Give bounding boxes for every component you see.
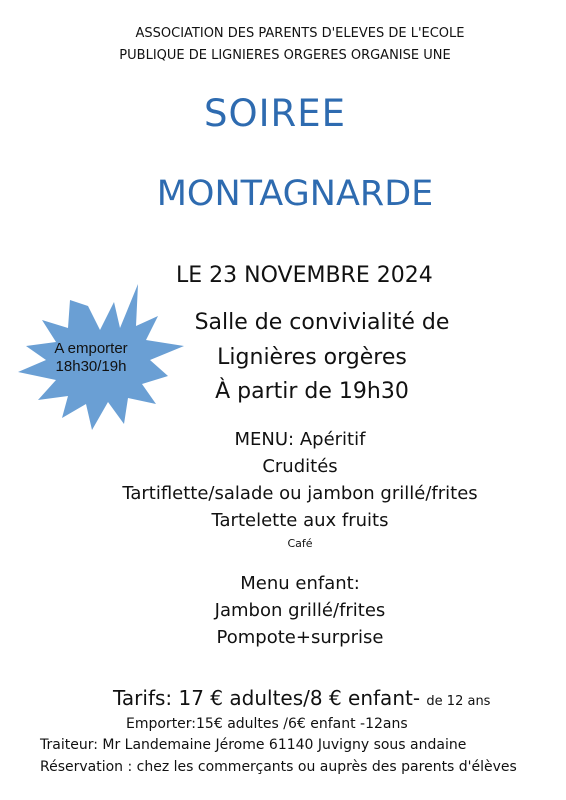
title-soiree: SOIREE: [204, 92, 346, 135]
menu-line-1: MENU: Apéritif: [234, 429, 366, 450]
venue-line-3: À partir de 19h30: [215, 379, 409, 404]
menu-line-3: Tartiflette/salade ou jambon grillé/frites: [122, 483, 478, 504]
kids-menu-line-3: Pompote+surprise: [216, 627, 384, 648]
tarifs-main: Tarifs: 17 € adultes/8 € enfant-: [113, 686, 421, 710]
header-line-1: ASSOCIATION DES PARENTS D'ELEVES DE L'ECOLE: [135, 26, 465, 41]
header-line-2: PUBLIQUE DE LIGNIERES ORGERES ORGANISE UNE: [119, 48, 451, 63]
traiteur: Traiteur: Mr Landemaine Jérome 61140 Juvigny sous andaine: [40, 737, 467, 753]
menu-line-2: Crudités: [262, 456, 338, 477]
reservation: Réservation : chez les commerçants ou auprès des parents d'élèves: [40, 759, 517, 775]
title-montagnarde: MONTAGNARDE: [156, 174, 434, 214]
emporter-prices: Emporter:15€ adultes /6€ enfant -12ans: [126, 716, 408, 732]
menu-line-4: Tartelette aux fruits: [211, 510, 389, 531]
takeaway-time: 18h30/19h: [55, 358, 127, 375]
kids-menu-title: Menu enfant:: [240, 573, 360, 594]
event-date: LE 23 NOVEMBRE 2024: [176, 263, 433, 288]
venue-line-2: Lignières orgères: [217, 345, 407, 370]
kids-menu-line-2: Jambon grillé/frites: [214, 600, 386, 621]
takeaway-badge-text: [36, 340, 146, 376]
menu-line-5: Café: [287, 537, 313, 550]
tarifs-suffix: de 12 ans: [426, 694, 491, 709]
takeaway-label: A emporter: [54, 340, 128, 357]
tarifs: [113, 686, 490, 710]
venue-line-1: Salle de convivialité de: [194, 310, 450, 335]
